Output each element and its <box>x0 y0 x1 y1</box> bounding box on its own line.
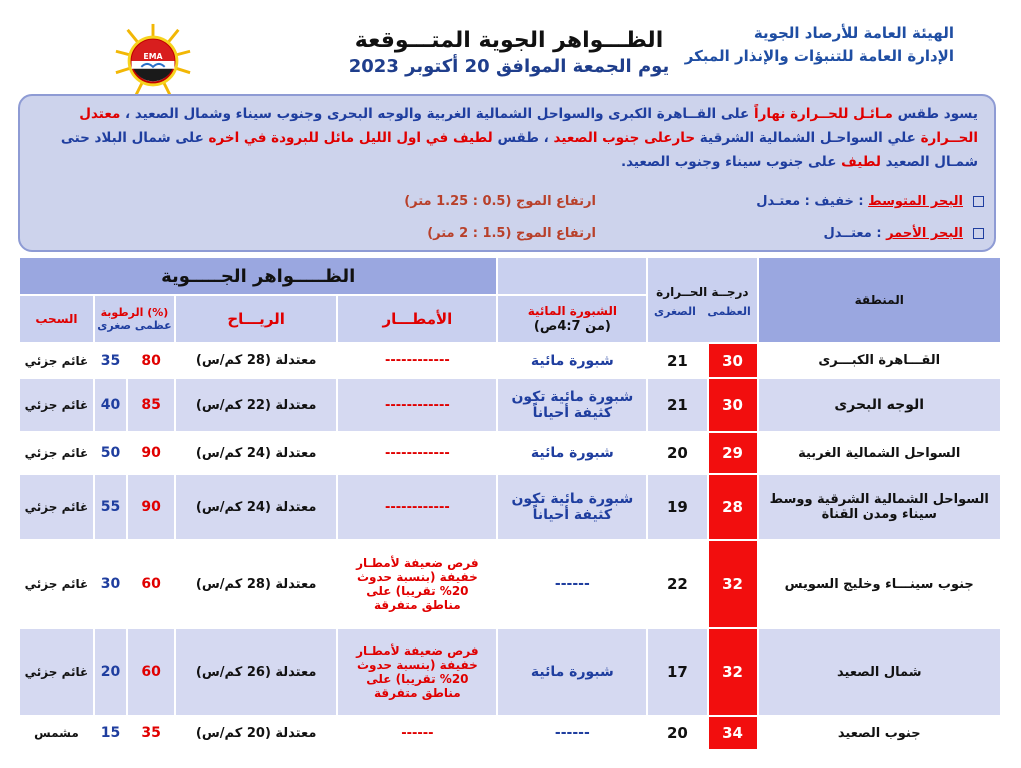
temp-min-cell: 22 <box>647 540 707 628</box>
temp-min-cell: 20 <box>647 432 707 474</box>
temp-min-cell: 19 <box>647 474 707 540</box>
wind-cell: معتدلة (24 كم/س) <box>175 432 337 474</box>
cloud-cell: غائم جزئي <box>19 378 94 432</box>
region-cell: جنوب سينـــاء وخليج السويس <box>758 540 1002 628</box>
org-line-2: الإدارة العامة للتنبؤات والإنذار المبكر <box>684 47 954 65</box>
checkbox-icon <box>973 196 984 207</box>
region-cell: السواحل الشمالية الشرقية ووسط سيناء ومدن القناة <box>758 474 1002 540</box>
humidity-min-cell: 55 <box>94 474 127 540</box>
wind-cell: معتدلة (28 كم/س) <box>175 343 337 378</box>
temp-max-cell: 29 <box>708 432 758 474</box>
humidity-max-cell: 80 <box>127 343 175 378</box>
wind-cell: معتدلة (26 كم/س) <box>175 628 337 716</box>
forecast-date: يوم الجمعة الموافق 20 أكتوبر 2023 <box>348 56 670 77</box>
humidity-max-cell: 35 <box>127 716 175 750</box>
humidity-max-cell: 60 <box>127 540 175 628</box>
summary-paragraph: يسود طقس مـائـل للحــرارة نهاراً على القــاهرة الكبرى والسواحل الشمالية الغربية والوجه البحرى وجنوب سيناء وشمال الصعيد ، معتدل الحــرارة علي السواحـل الشمالية الشرقية حارعلى جنوب الصعيد ، طقس لطيف في اول الليل مائل للبرودة في اخره على شمال البلاد حتى شمـال الصعيد لطيف على جنوب سيناء وجنوب الصعيد. <box>60 106 978 170</box>
temp-max-cell: 30 <box>708 343 758 378</box>
ema-logo <box>114 22 192 100</box>
cloud-cell: غائم جزئي <box>19 432 94 474</box>
humidity-max-cell: 90 <box>127 474 175 540</box>
fog-cell: شبورة مائية <box>497 343 647 378</box>
wind-cell: معتدلة (24 كم/س) <box>175 474 337 540</box>
wind-cell: معتدلة (22 كم/س) <box>175 378 337 432</box>
wind-cell: معتدلة (28 كم/س) <box>175 540 337 628</box>
region-cell: شمال الصعيد <box>758 628 1002 716</box>
cloud-cell: غائم جزئي <box>19 628 94 716</box>
wind-header: الريـــاح <box>175 295 337 343</box>
humidity-min-cell: 50 <box>94 432 127 474</box>
table-row <box>19 432 1001 474</box>
bulletin-title <box>314 28 704 77</box>
cloud-cell: غائم جزئي <box>19 540 94 628</box>
temp-max-cell: 32 <box>708 540 758 628</box>
region-cell: الوجه البحرى <box>758 378 1002 432</box>
forecast-table <box>18 256 1002 751</box>
table-row <box>19 540 1001 628</box>
region-header: المنطقة <box>758 257 1002 343</box>
temperature-header: درجــة الحــرارة العظمى الصغرى <box>647 257 757 343</box>
org-line-1: الهيئة العامة للأرصاد الجوية <box>753 24 954 42</box>
temp-max-cell: 30 <box>708 378 758 432</box>
red-sea-state: البحر الأحمر : معتــدل <box>823 226 984 241</box>
fog-header: الشبورة المائية (من 4:7ص) <box>497 295 647 343</box>
humidity-min-cell: 30 <box>94 540 127 628</box>
bulletin-page <box>14 10 1000 750</box>
logo-text: EMA <box>143 52 163 62</box>
cloud-cell: مشمس <box>19 716 94 750</box>
rain-cell: فرص ضعيفة لأمطـار خفيفة (بنسبة حدوث 20% تقريبا) على مناطق متفرقة <box>337 540 497 628</box>
cloud-cell: غائم جزئي <box>19 343 94 378</box>
rain-cell: ------------ <box>337 378 497 432</box>
table-row <box>19 343 1001 378</box>
cloud-header: السحب <box>19 295 94 343</box>
weather-summary-box <box>18 94 996 252</box>
humidity-min-cell: 40 <box>94 378 127 432</box>
page-title: الظـــواهر الجوية المتـــوقعة <box>354 28 664 53</box>
region-cell: جنوب الصعيد <box>758 716 1002 750</box>
mediterranean-wave-height: ارتفاع الموج (0.5 : 1.25 متر) <box>404 194 596 209</box>
temp-max-cell: 28 <box>708 474 758 540</box>
humidity-max-cell: 90 <box>127 432 175 474</box>
fog-cell: شبورة مائية تكون كثيفة أحياناً <box>497 474 647 540</box>
temp-min-cell: 21 <box>647 343 707 378</box>
rain-cell: ------------ <box>337 343 497 378</box>
wind-cell: معتدلة (20 كم/س) <box>175 716 337 750</box>
humidity-header: الرطوبة (%) عظمى صغرى <box>94 295 175 343</box>
fog-cell: شبورة مائية <box>497 432 647 474</box>
humidity-min-cell: 20 <box>94 628 127 716</box>
rain-cell: ------ <box>337 716 497 750</box>
rain-cell: ------------ <box>337 474 497 540</box>
organization-name <box>685 22 954 68</box>
checkbox-icon <box>973 228 984 239</box>
region-cell: القـــاهرة الكبـــرى <box>758 343 1002 378</box>
fog-cell: شبورة مائية <box>497 628 647 716</box>
table-row <box>19 628 1001 716</box>
rain-cell: ------------ <box>337 432 497 474</box>
table-row <box>19 378 1001 432</box>
temp-max-cell: 34 <box>708 716 758 750</box>
humidity-min-cell: 15 <box>94 716 127 750</box>
temp-max-cell: 32 <box>708 628 758 716</box>
humidity-max-cell: 85 <box>127 378 175 432</box>
red-sea-wave-height: ارتفاع الموج (1.5 : 2 متر) <box>427 226 596 241</box>
rain-cell: فرص ضعيفة لأمطـار خفيفة (بنسبة حدوث 20% تقريبا) على مناطق متفرقة <box>337 628 497 716</box>
temp-min-cell: 17 <box>647 628 707 716</box>
rain-header: الأمطـــار <box>337 295 497 343</box>
fog-cell: ------ <box>497 540 647 628</box>
region-cell: السواحل الشمالية الغربية <box>758 432 1002 474</box>
fog-cell: ------ <box>497 716 647 750</box>
cloud-cell: غائم جزئي <box>19 474 94 540</box>
humidity-min-cell: 35 <box>94 343 127 378</box>
temp-min-cell: 21 <box>647 378 707 432</box>
table-row <box>19 474 1001 540</box>
table-row <box>19 716 1001 750</box>
humidity-max-cell: 60 <box>127 628 175 716</box>
temp-min-cell: 20 <box>647 716 707 750</box>
phenomena-group-header: الظـــــواهر الجـــــوية <box>19 257 497 295</box>
fog-cell: شبورة مائية تكون كثيفة أحياناً <box>497 378 647 432</box>
mediterranean-sea-state: البحر المتوسط : خفيف : معتـدل <box>756 194 984 209</box>
